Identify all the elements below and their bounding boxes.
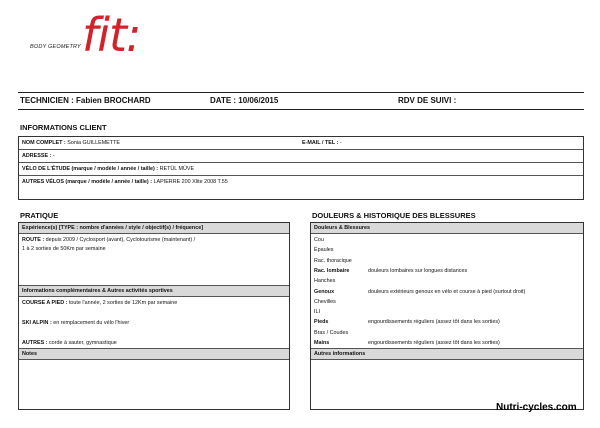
injury-description: douleurs lombaires sur longues distances bbox=[368, 267, 468, 274]
injury-label: Hanches bbox=[314, 278, 336, 285]
header-bottom-rule bbox=[18, 109, 584, 110]
velo-label: VÉLO DE L'ÉTUDE (marque / modèle / année / taille) : bbox=[22, 166, 159, 172]
autres-line bbox=[22, 340, 117, 346]
nom-value: Sonia GUILLEMETTE bbox=[67, 140, 120, 146]
autres-info-header: Autres informations bbox=[311, 349, 583, 360]
injury-label: Genoux bbox=[314, 288, 335, 295]
injury-row bbox=[314, 338, 583, 348]
email-label: E-MAIL / TEL : bbox=[302, 140, 339, 146]
blessures-table bbox=[310, 222, 584, 410]
blessures-header: Douleurs & Blessures bbox=[311, 223, 583, 234]
injury-row bbox=[314, 235, 583, 245]
client-section-title: INFORMATIONS CLIENT bbox=[20, 123, 107, 132]
client-row-adresse bbox=[19, 150, 583, 163]
header-row bbox=[20, 96, 582, 108]
injury-row bbox=[314, 328, 583, 338]
injury-row bbox=[314, 256, 583, 266]
injury-row bbox=[314, 245, 583, 255]
velo-value: RETÜL MÜVE bbox=[159, 166, 195, 172]
email-cell bbox=[302, 137, 342, 149]
injury-label: Chevilles bbox=[314, 298, 336, 305]
injury-label: Rac. lombaire bbox=[314, 267, 350, 274]
injury-description: douleurs extérieurs genoux en vélo et course à pied (surtout droit) bbox=[368, 288, 526, 295]
route-value: depuis 2009 / Cyclosport (avant), Cyclotourisme (maintenant) / bbox=[45, 237, 196, 243]
technicien-field: TECHNICIEN : Fabien BROCHARD bbox=[20, 96, 151, 105]
injury-description: engourdissements réguliers (assez tôt dans les sorties) bbox=[368, 340, 500, 346]
autres-value: corde à sauter, gymnastique bbox=[48, 340, 117, 346]
injury-row bbox=[314, 276, 583, 286]
injury-label: Pieds bbox=[314, 319, 329, 326]
injury-label: Cou bbox=[314, 237, 324, 243]
experience-header: Expérience(s) [TYPE : nombre d'années / style / objectif(s) / fréquence] bbox=[19, 223, 289, 234]
injury-row bbox=[314, 297, 583, 307]
client-info-table bbox=[18, 136, 584, 200]
injury-row bbox=[314, 287, 583, 297]
nom-label: NOM COMPLET : bbox=[22, 140, 66, 146]
blessures-section-title: DOULEURS & HISTORIQUE DES BLESSURES bbox=[312, 211, 476, 220]
injury-row bbox=[314, 307, 583, 317]
client-row-autres-velos bbox=[19, 176, 583, 200]
course-label: COURSE A PIED : bbox=[22, 300, 68, 306]
autres-label: AUTRES : bbox=[22, 340, 48, 346]
logo-tagline: BODY GEOMETRY bbox=[30, 44, 81, 50]
pratique-table bbox=[18, 222, 290, 410]
course-line bbox=[22, 300, 177, 306]
route-label: ROUTE : bbox=[22, 237, 45, 243]
adresse-value: - bbox=[52, 153, 55, 159]
autres-velos-value: LAPIERRE 200 Xlite 2008 T.55 bbox=[153, 179, 228, 185]
complement-header: Informations complémentaires & Autres activités sportives bbox=[19, 286, 289, 297]
course-value: toute l'année, 2 sorties de 12Km par semaine bbox=[68, 300, 178, 306]
injury-row bbox=[314, 317, 583, 327]
injury-label: Mains bbox=[314, 340, 330, 346]
client-row-velo bbox=[19, 163, 583, 176]
autres-velos-label: AUTRES VÉLOS (marque / modèle / année / taille) : bbox=[22, 179, 153, 185]
injury-description: engourdissements réguliers (assez tôt dans les sorties) bbox=[368, 319, 500, 326]
site-brand: Nutri-cycles.com bbox=[496, 402, 577, 413]
rdv-field: RDV DE SUIVI : bbox=[398, 96, 457, 105]
ski-label: SKI ALPIN : bbox=[22, 320, 52, 326]
ski-line bbox=[22, 320, 129, 326]
date-field: DATE : 10/06/2015 bbox=[210, 96, 279, 105]
ski-value: en remplacement du vélo l'hiver bbox=[53, 320, 130, 326]
email-value: - bbox=[339, 140, 342, 146]
injury-row bbox=[314, 266, 583, 276]
header-top-rule bbox=[18, 92, 584, 93]
fit-logo: fit: bbox=[82, 8, 141, 62]
injury-label: Rac. thoracique bbox=[314, 257, 352, 264]
client-row-nom bbox=[19, 137, 583, 150]
route-value-line2: 1 à 2 sorties de 50Km par semaine bbox=[22, 246, 106, 252]
injury-label: ILI bbox=[314, 309, 320, 316]
route-line bbox=[22, 237, 195, 243]
injury-label: Bras / Coudes bbox=[314, 329, 349, 336]
injury-label: Épaules bbox=[314, 247, 334, 254]
pratique-section-title: PRATIQUE bbox=[20, 211, 59, 220]
notes-header: Notes bbox=[19, 349, 289, 360]
adresse-label: ADRESSE : bbox=[22, 153, 52, 159]
